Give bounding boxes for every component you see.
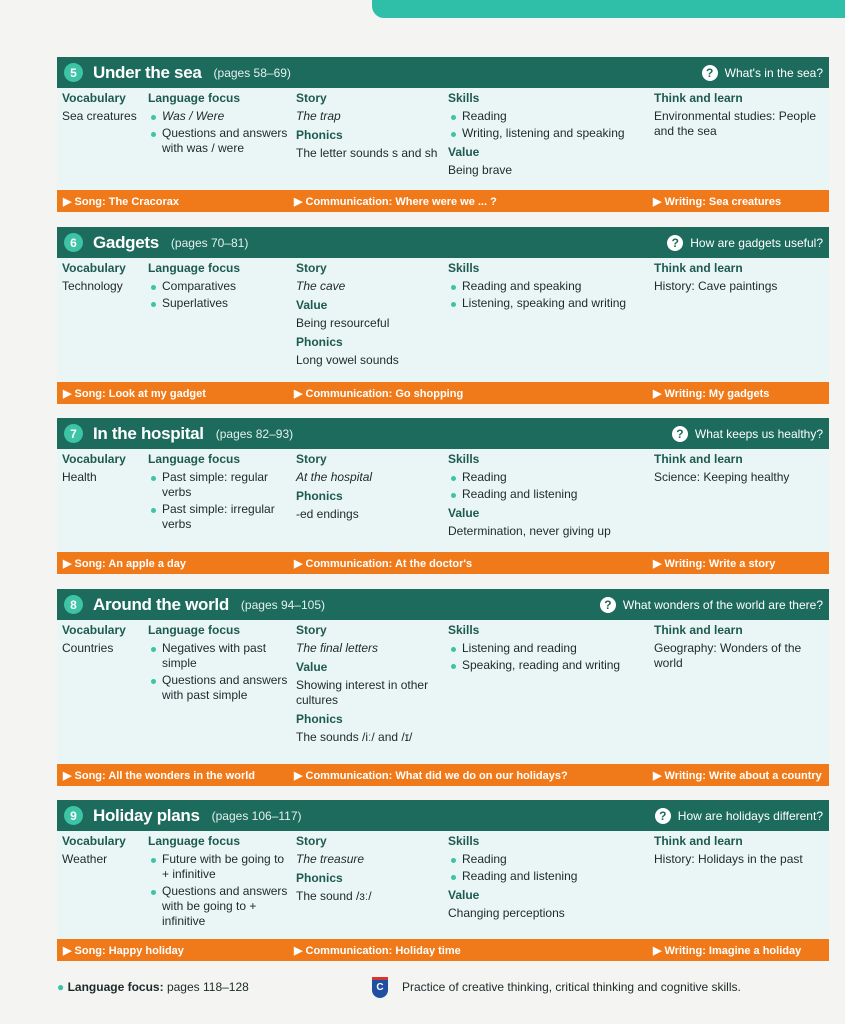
column-heading: Skills: [448, 91, 480, 105]
unit-column: [654, 834, 829, 869]
unit-column: [448, 91, 648, 180]
column-heading: Phonics: [296, 335, 343, 349]
column-text: Being brave: [448, 163, 513, 177]
column-text: The treasure: [296, 852, 365, 866]
decorative-band: [372, 0, 845, 18]
column-heading: Story: [296, 452, 327, 466]
song-link[interactable]: ▶ Song: The Cracorax: [63, 196, 180, 208]
column-heading: Think and learn: [654, 261, 743, 275]
column-heading: Phonics: [296, 712, 343, 726]
unit-column: [654, 261, 829, 296]
question-icon: ?: [702, 65, 718, 81]
activity-bar: [57, 764, 829, 786]
unit-number: 8: [64, 595, 83, 614]
unit-title: In the hospital: [93, 423, 204, 443]
column-text: Health: [62, 470, 97, 484]
question-icon: ?: [600, 597, 616, 613]
column-text: The letter sounds s and sh: [296, 146, 438, 160]
big-question-text: What wonders of the world are there?: [622, 597, 823, 612]
column-heading: Skills: [448, 452, 480, 466]
unit-column: [654, 91, 829, 141]
language-focus-label: Language focus:: [67, 980, 164, 994]
column-text: -ed endings: [296, 507, 359, 521]
unit-header: [57, 57, 829, 88]
bullet-item: Past simple: regular verbs: [148, 470, 288, 500]
column-text: The sound /ɜː/: [296, 889, 372, 903]
big-question-text: What's in the sea?: [724, 65, 823, 80]
unit-column: [448, 261, 648, 313]
big-question-text: How are gadgets useful?: [690, 235, 823, 250]
bullet-item: Writing, listening and speaking: [448, 126, 648, 141]
unit-column: [62, 452, 147, 487]
unit-column: [148, 261, 288, 313]
unit-column: [296, 834, 441, 906]
unit-number: 9: [64, 806, 83, 825]
bullet-item: Speaking, reading and writing: [448, 658, 648, 673]
column-heading: Language focus: [148, 452, 241, 466]
unit-section: [57, 800, 829, 961]
skills-note: Practice of creative thinking, critical thinking and cognitive skills.: [402, 980, 741, 994]
unit-column: [654, 623, 829, 673]
column-heading: Think and learn: [654, 91, 743, 105]
column-heading: Think and learn: [654, 834, 743, 848]
column-heading: Value: [448, 506, 480, 520]
unit-title: Holiday plans: [93, 805, 200, 825]
unit-pages: (pages 94–105): [240, 597, 325, 612]
activity-bar: [57, 939, 829, 961]
unit-header: [57, 589, 829, 620]
column-text: Countries: [62, 641, 114, 655]
column-text: The final letters: [296, 641, 379, 655]
column-text: History: Holidays in the past: [654, 852, 803, 866]
language-focus-pages: pages 118–128: [166, 980, 249, 994]
bullet-item: Reading and speaking: [448, 279, 648, 294]
song-link[interactable]: ▶ Song: Happy holiday: [63, 945, 184, 957]
bullet-item: Questions and answers with was / were: [148, 126, 288, 156]
activity-bar: [57, 552, 829, 574]
bullet-item: Past simple: irregular verbs: [148, 502, 288, 532]
unit-pages: (pages 106–117): [211, 808, 302, 823]
column-heading: Skills: [448, 834, 480, 848]
unit-number: 6: [64, 233, 83, 252]
big-question: [655, 808, 823, 824]
communication-link[interactable]: ▶ Communication: Go shopping: [294, 388, 464, 400]
communication-link[interactable]: ▶ Communication: What did we do on our holidays?: [294, 770, 568, 782]
unit-title: Under the sea: [93, 62, 202, 82]
unit-column: [296, 91, 441, 163]
column-text: Determination, never giving up: [448, 524, 611, 538]
column-heading: Vocabulary: [62, 452, 126, 466]
column-heading: Skills: [448, 623, 480, 637]
unit-column: [654, 452, 829, 487]
bullet-item: Listening, speaking and writing: [448, 296, 648, 311]
column-heading: Think and learn: [654, 623, 743, 637]
unit-column: [296, 452, 441, 524]
column-heading: Vocabulary: [62, 623, 126, 637]
column-heading: Vocabulary: [62, 261, 126, 275]
column-heading: Story: [296, 91, 327, 105]
unit-header: [57, 418, 829, 449]
communication-link[interactable]: ▶ Communication: Where were we ... ?: [294, 196, 497, 208]
unit-title: Gadgets: [93, 232, 159, 252]
unit-column: [296, 623, 441, 747]
unit-column: [62, 834, 147, 869]
column-heading: Vocabulary: [62, 834, 126, 848]
column-heading: Vocabulary: [62, 91, 126, 105]
unit-pages: (pages 82–93): [215, 426, 294, 441]
unit-section: [57, 57, 829, 212]
bullet-item: Reading: [448, 470, 648, 485]
unit-column: [148, 623, 288, 705]
unit-column: [148, 452, 288, 534]
shield-c-icon: C: [372, 977, 388, 998]
bullet-item: Comparatives: [148, 279, 288, 294]
column-text: Long vowel sounds: [296, 353, 399, 367]
unit-column: [148, 834, 288, 931]
language-focus-note: [57, 980, 249, 994]
bullet-item: Reading and listening: [448, 869, 648, 884]
column-text: The sounds /iː/ and /ɪ/: [296, 730, 413, 744]
bullet-icon: ●: [57, 980, 65, 994]
writing-link[interactable]: ▶ Writing: Write about a country: [653, 770, 822, 782]
unit-column: [62, 623, 147, 658]
column-heading: Story: [296, 623, 327, 637]
question-icon: ?: [667, 235, 683, 251]
column-heading: Value: [296, 298, 328, 312]
activity-bar: [57, 190, 829, 212]
column-text: Showing interest in other cultures: [296, 678, 429, 707]
big-question: [702, 65, 823, 81]
communication-link[interactable]: ▶ Communication: Holiday time: [294, 945, 461, 957]
column-text: Science: Keeping healthy: [654, 470, 790, 484]
big-question: [672, 426, 823, 442]
column-text: History: Cave paintings: [654, 279, 778, 293]
column-heading: Story: [296, 261, 327, 275]
bullet-item: Negatives with past simple: [148, 641, 288, 671]
unit-column: [448, 452, 648, 541]
column-text: Changing perceptions: [448, 906, 565, 920]
song-link[interactable]: ▶ Song: An apple a day: [63, 558, 186, 570]
bullet-item: Was / Were: [148, 109, 288, 124]
bullet-item: Reading: [448, 109, 648, 124]
column-heading: Value: [448, 888, 480, 902]
bullet-item: Reading: [448, 852, 648, 867]
song-link[interactable]: ▶ Song: Look at my gadget: [63, 388, 206, 400]
unit-column: [448, 834, 648, 923]
writing-link[interactable]: ▶ Writing: Write a story: [653, 558, 776, 570]
song-link[interactable]: ▶ Song: All the wonders in the world: [63, 770, 255, 782]
unit-section: [57, 227, 829, 404]
column-heading: Language focus: [148, 623, 241, 637]
unit-title: Around the world: [93, 594, 229, 614]
bullet-item: Questions and answers with past simple: [148, 673, 288, 703]
column-text: At the hospital: [296, 470, 373, 484]
communication-link[interactable]: ▶ Communication: At the doctor's: [294, 558, 473, 570]
bullet-item: Listening and reading: [448, 641, 648, 656]
bullet-item: Reading and listening: [448, 487, 648, 502]
bullet-item: Superlatives: [148, 296, 288, 311]
unit-column: [448, 623, 648, 675]
column-heading: Phonics: [296, 489, 343, 503]
column-heading: Value: [296, 660, 328, 674]
column-heading: Language focus: [148, 91, 241, 105]
unit-header: [57, 800, 829, 831]
unit-column: [62, 91, 147, 126]
column-heading: Skills: [448, 261, 480, 275]
column-heading: Value: [448, 145, 480, 159]
unit-column: [296, 261, 441, 370]
column-text: Geography: Wonders of the world: [654, 641, 802, 670]
unit-section: [57, 418, 829, 574]
column-heading: Phonics: [296, 871, 343, 885]
unit-column: [62, 261, 147, 296]
column-text: Being resourceful: [296, 316, 390, 330]
column-heading: Language focus: [148, 261, 241, 275]
column-text: Weather: [62, 852, 108, 866]
bullet-item: Questions and answers with be going to + infinitive: [148, 884, 288, 929]
unit-number: 7: [64, 424, 83, 443]
question-icon: ?: [655, 808, 671, 824]
column-text: The cave: [296, 279, 346, 293]
big-question-text: What keeps us healthy?: [694, 426, 823, 441]
unit-pages: (pages 58–69): [213, 65, 291, 80]
activity-bar: [57, 382, 829, 404]
column-text: Environmental studies: People and the sea: [654, 109, 817, 138]
unit-header: [57, 227, 829, 258]
question-icon: ?: [672, 426, 688, 442]
big-question: [600, 597, 823, 613]
column-text: Technology: [62, 279, 123, 293]
writing-link[interactable]: ▶ Writing: My gadgets: [653, 388, 770, 400]
unit-pages: (pages 70–81): [170, 235, 249, 250]
column-heading: Story: [296, 834, 327, 848]
column-heading: Think and learn: [654, 452, 743, 466]
writing-link[interactable]: ▶ Writing: Sea creatures: [653, 196, 782, 208]
unit-section: [57, 589, 829, 786]
unit-column: [148, 91, 288, 158]
big-question: [667, 235, 823, 251]
big-question-text: How are holidays different?: [677, 808, 823, 823]
column-text: Sea creatures: [62, 109, 137, 123]
unit-number: 5: [64, 63, 83, 82]
column-text: The trap: [296, 109, 341, 123]
column-heading: Phonics: [296, 128, 343, 142]
bullet-item: Future with be going to + infinitive: [148, 852, 288, 882]
column-heading: Language focus: [148, 834, 241, 848]
writing-link[interactable]: ▶ Writing: Imagine a holiday: [653, 945, 802, 957]
